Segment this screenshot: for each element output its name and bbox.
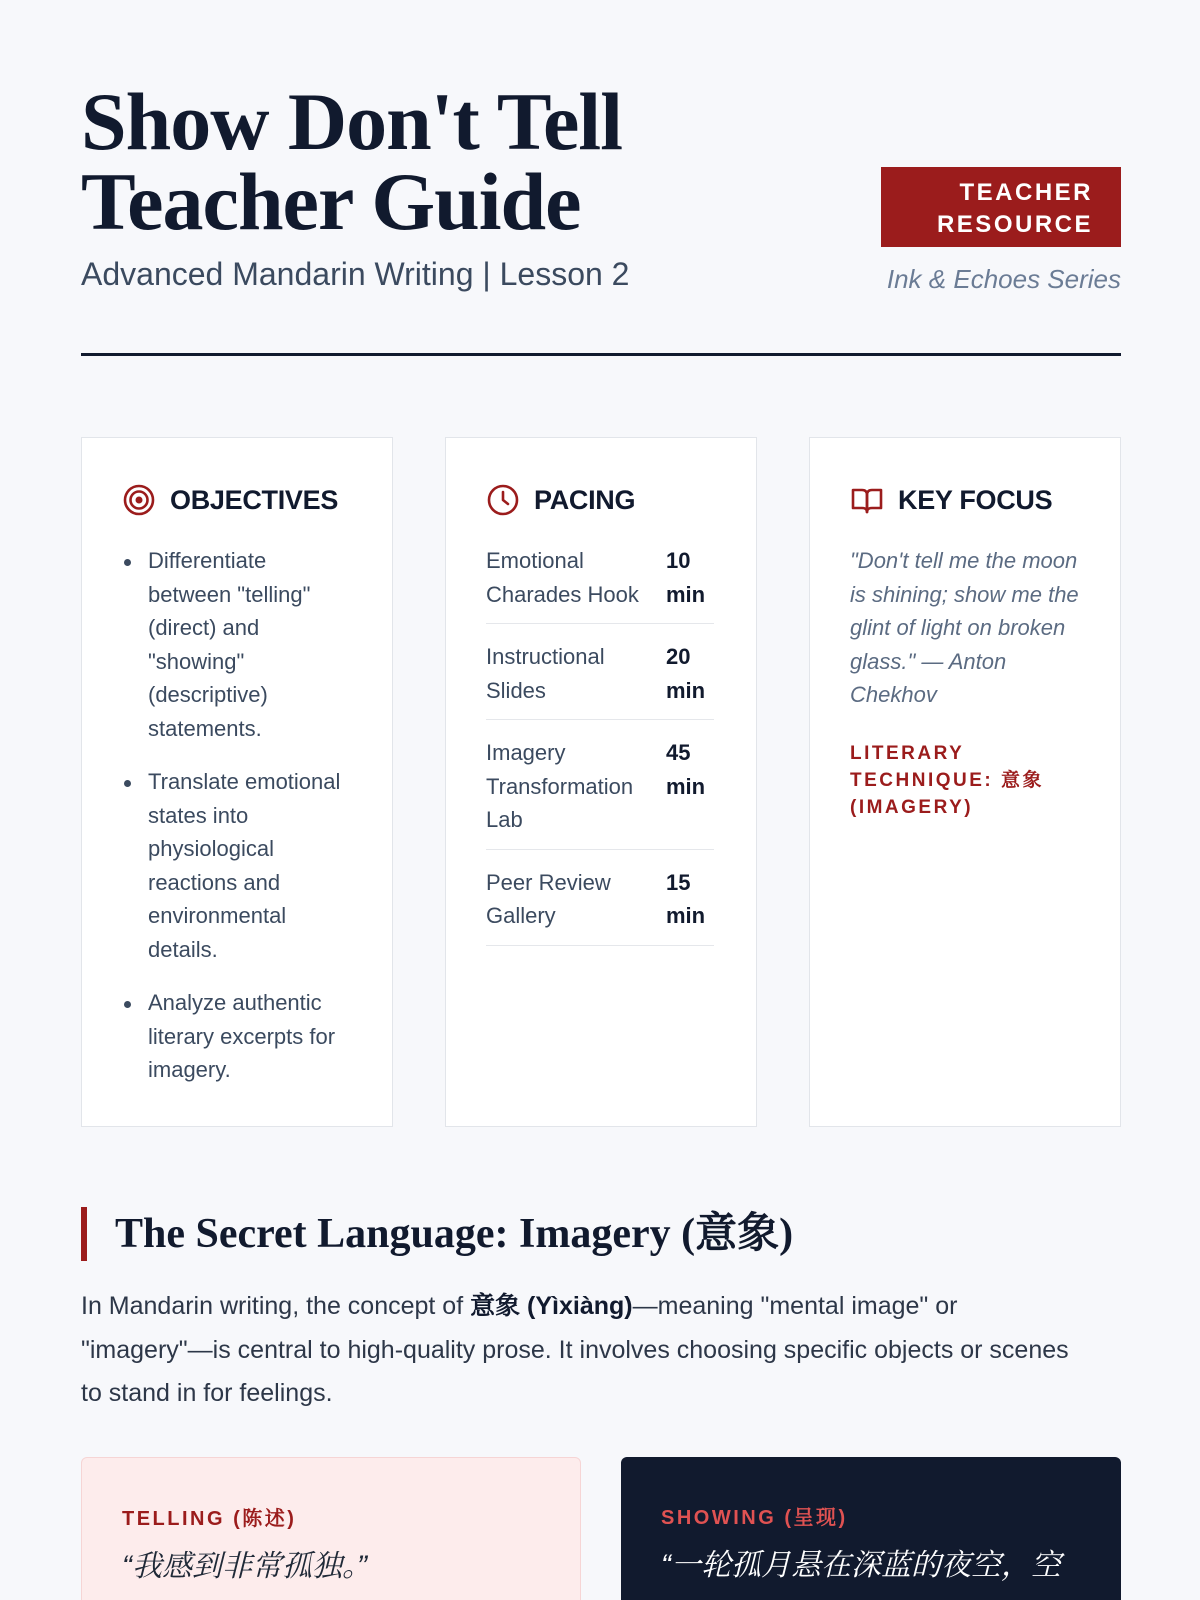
telling-quote: “我感到非常孤独。” — [122, 1550, 367, 1583]
lesson-guide-page — [81, 0, 1121, 1583]
clock-icon — [486, 483, 520, 517]
imagery-section-body — [81, 1285, 1091, 1416]
pacing-card — [445, 437, 757, 1127]
pacing-duration: 45 min — [666, 740, 706, 799]
teacher-resource-badge — [881, 167, 1121, 247]
objectives-list — [122, 544, 352, 1087]
pacing-duration: 10 min — [666, 548, 706, 607]
badge-line-1: TEACHER — [959, 179, 1093, 206]
key-focus-card-header — [850, 482, 1080, 518]
pacing-list — [486, 544, 716, 946]
objective-item: Differentiate between "telling" (direct) and "showing" (descriptive) statements. — [122, 544, 352, 745]
open-book-icon — [850, 483, 884, 517]
showing-example-box — [621, 1457, 1121, 1600]
title-line-1: Show Don't Tell — [81, 76, 622, 167]
series-name: Ink & Echoes Series — [886, 264, 1121, 294]
key-focus-card — [809, 437, 1121, 1127]
pacing-activity: Emotional Charades Hook — [486, 548, 639, 607]
page-header — [81, 0, 1121, 360]
body-text-rest: —meaning "mental image" or "imagery"—is central to high-quality prose. It involves choosing specific objects or scenes to stand in for feelings. — [81, 1292, 1069, 1407]
literary-technique-label: LITERARY TECHNIQUE: 意象 (IMAGERY) — [850, 742, 1045, 818]
telling-showing-comparison — [81, 1457, 1121, 1600]
objectives-card — [81, 437, 393, 1127]
objectives-title: OBJECTIVES — [170, 484, 339, 515]
showing-quote: “一轮孤月悬在深蓝的夜空，空 — [661, 1549, 1061, 1582]
pacing-row — [486, 544, 714, 624]
pacing-title: PACING — [534, 484, 636, 515]
body-text-term: 意象 (Yìxiàng) — [470, 1292, 633, 1320]
target-icon — [122, 483, 156, 517]
objective-item: Translate emotional states into physiological reactions and environmental details. — [122, 765, 352, 966]
title-line-2: Teacher Guide — [81, 156, 581, 247]
pacing-activity: Imagery Transformation Lab — [486, 740, 634, 832]
pacing-duration: 15 min — [666, 869, 706, 928]
pacing-card-header — [486, 482, 716, 518]
pacing-row — [486, 736, 714, 850]
body-text-intro: In Mandarin writing, the concept of — [81, 1292, 471, 1320]
pacing-duration: 20 min — [666, 644, 706, 703]
badge-line-2: RESOURCE — [936, 211, 1093, 238]
objective-item: Analyze authentic literary excerpts for imagery. — [122, 986, 352, 1087]
objectives-card-header — [122, 482, 352, 518]
pacing-row — [486, 866, 714, 946]
pacing-activity: Instructional Slides — [486, 644, 605, 703]
imagery-section-heading: The Secret Language: Imagery (意象) — [81, 1207, 793, 1261]
page-subtitle: Advanced Mandarin Writing | Lesson 2 — [81, 256, 630, 292]
header-divider — [81, 353, 1121, 356]
chekhov-quote: "Don't tell me the moon is shining; show me the glint of light on broken glass." — Anton Chekhov — [850, 548, 1079, 707]
showing-label: SHOWING (呈现) — [661, 1507, 848, 1529]
pacing-activity: Peer Review Gallery — [486, 869, 611, 928]
key-focus-title: KEY FOCUS — [898, 484, 1053, 515]
overview-cards — [81, 437, 1121, 1127]
pacing-row — [486, 640, 714, 720]
page-title — [81, 76, 622, 247]
telling-label: TELLING (陈述) — [122, 1508, 297, 1530]
telling-example-box — [81, 1457, 581, 1600]
